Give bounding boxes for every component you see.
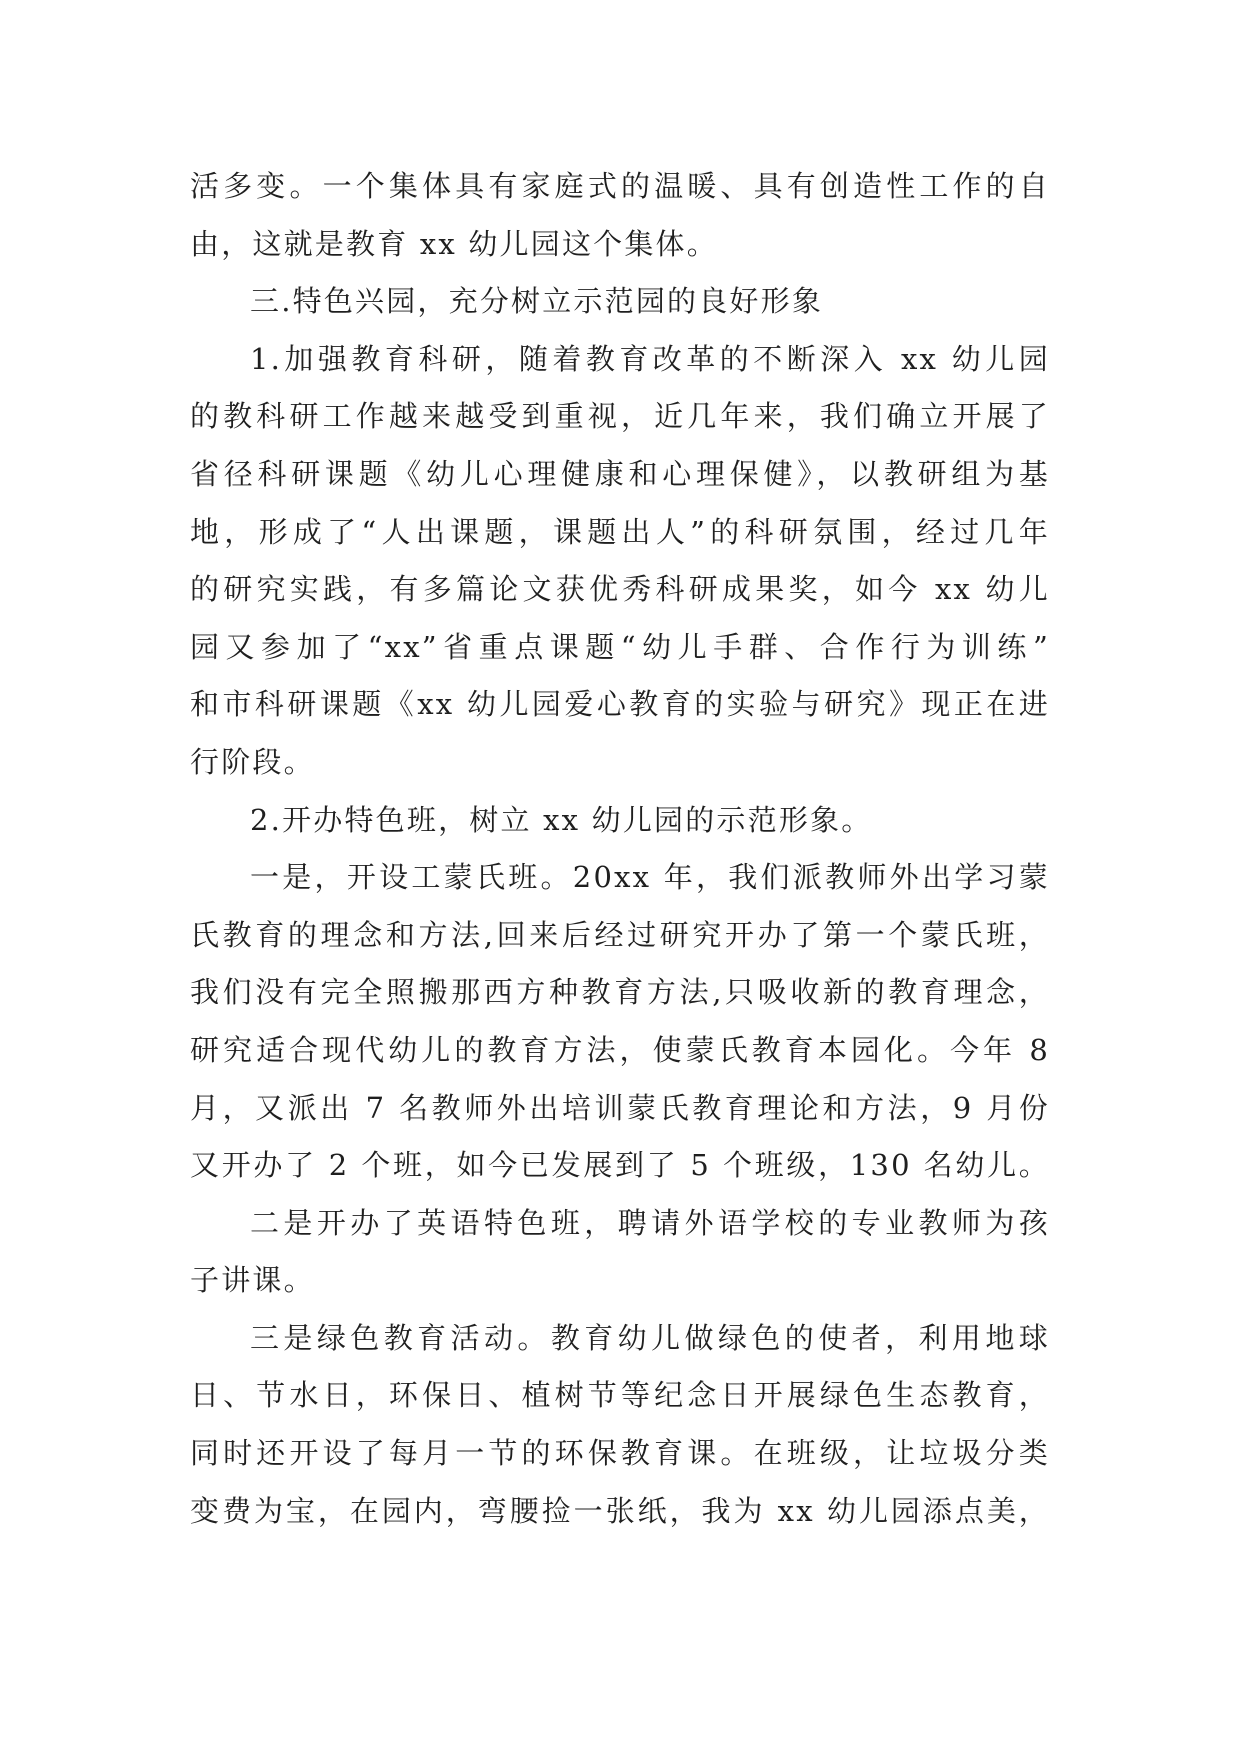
paragraph-line: 和市科研课题《xx 幼儿园爱心教育的实验与研究》现正在进 [190, 687, 1050, 722]
paragraph-line: 1.加强教育科研，随着教育改革的不断深入 xx 幼儿园 [250, 341, 1050, 376]
paragraph-line: 一是，开设工蒙氏班。20xx 年，我们派教师外出学习蒙 [250, 860, 1050, 895]
paragraph-line: 同时还开设了每月一节的环保教育课。在班级，让垃圾分类 [190, 1436, 1050, 1471]
paragraph-line: 地，形成了“人出课题，课题出人”的科研氛围，经过几年 [190, 514, 1050, 549]
paragraph-line: 的教科研工作越来越受到重视，近几年来，我们确立开展了 [190, 399, 1050, 434]
paragraph-line: 活多变。一个集体具有家庭式的温暖、具有创造性工作的自 [190, 169, 1050, 203]
paragraph-line: 子讲课。 [190, 1263, 315, 1298]
section-heading: 三.特色兴园，充分树立示范园的良好形象 [250, 284, 824, 319]
paragraph-line: 行阶段。 [190, 744, 315, 779]
paragraph-line: 研究适合现代幼儿的教育方法，使蒙氏教育本园化。今年 8 [190, 1032, 1050, 1067]
paragraph-line: 园又参加了“xx”省重点课题“幼儿手群、合作行为训练” [190, 629, 1050, 664]
paragraph-line: 二是开办了英语特色班，聘请外语学校的专业教师为孩 [250, 1205, 1050, 1240]
paragraph-line: 月，又派出 7 名教师外出培训蒙氏教育理论和方法，9 月份 [190, 1090, 1050, 1125]
paragraph-line: 我们没有完全照搬那西方种教育方法,只吸收新的教育理念， [190, 975, 1050, 1010]
paragraph-line: 变费为宝，在园内，弯腰捡一张纸，我为 xx 幼儿园添点美， [190, 1493, 1050, 1528]
paragraph-line: 日、节水日，环保日、植树节等纪念日开展绿色生态教育， [190, 1378, 1050, 1413]
paragraph-line: 又开办了 2 个班，如今已发展到了 5 个班级，130 名幼儿。 [190, 1148, 1050, 1183]
paragraph-line: 氏教育的理念和方法,回来后经过研究开办了第一个蒙氏班， [190, 917, 1050, 952]
paragraph-line: 的研究实践，有多篇论文获优秀科研成果奖，如今 xx 幼儿 [190, 572, 1050, 607]
paragraph-line: 三是绿色教育活动。教育幼儿做绿色的使者，利用地球 [250, 1320, 1050, 1355]
paragraph-line: 2.开办特色班，树立 xx 幼儿园的示范形象。 [250, 802, 873, 837]
paragraph-line: 省径科研课题《幼儿心理健康和心理保健》，以教研组为基 [190, 456, 1050, 491]
document-body [190, 158, 1050, 1540]
paragraph-line: 由，这就是教育 xx 幼儿园这个集体。 [190, 226, 718, 261]
